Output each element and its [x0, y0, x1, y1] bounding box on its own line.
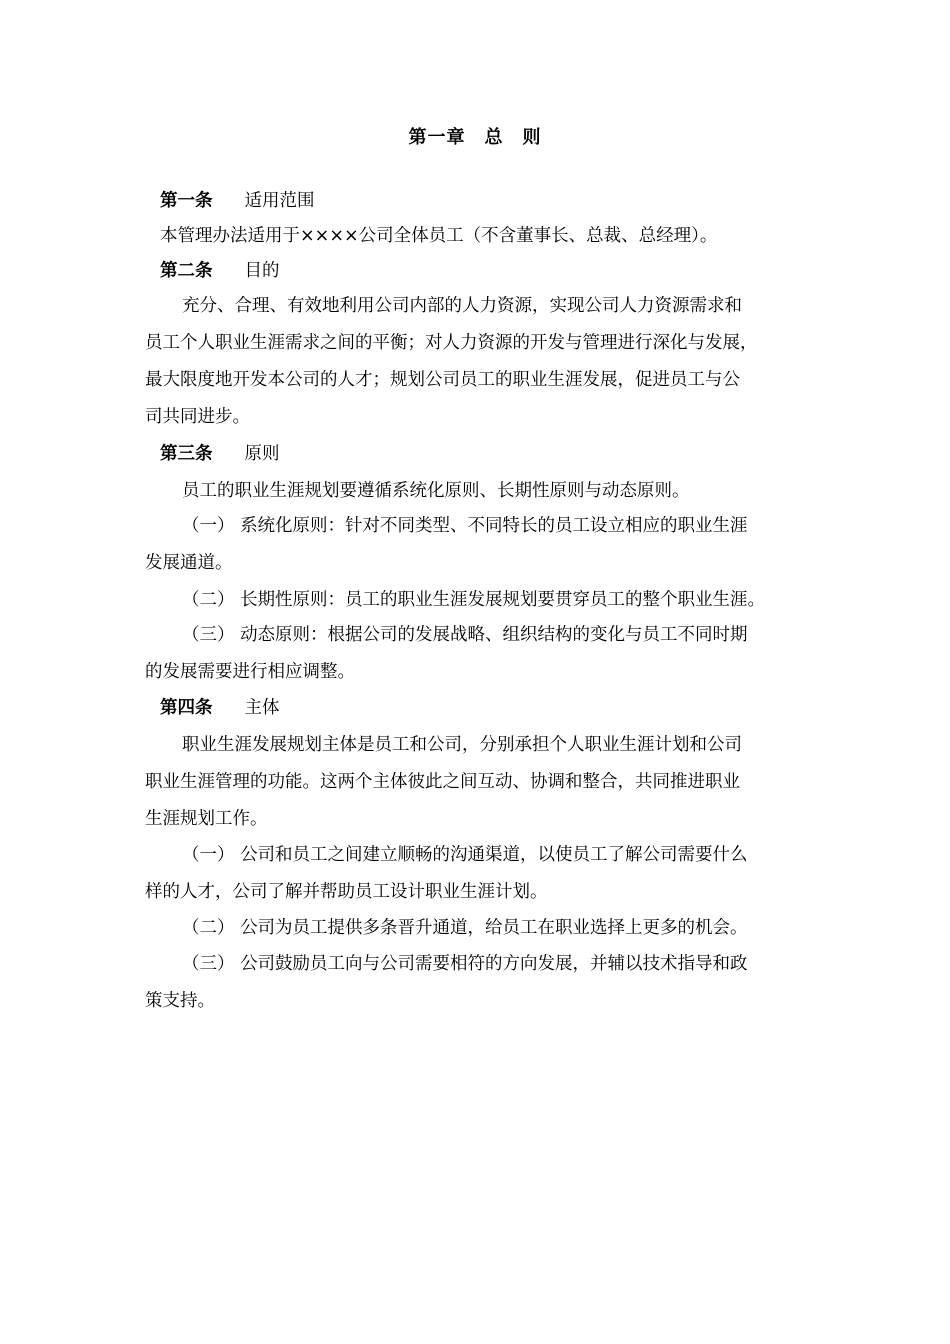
chapter-title: 第一章 总 则 [408, 127, 542, 148]
article-heading [160, 189, 315, 213]
paragraph-line: 职业生涯发展规划主体是员工和公司，分别承担个人职业生涯计划和公司 [182, 735, 742, 755]
article-number: 第一条 [160, 191, 213, 211]
paragraph-line: （二） 长期性原则：员工的职业生涯发展规划要贯穿员工的整个职业生涯。 [182, 590, 766, 610]
paragraph-line: 生涯规划工作。 [145, 809, 268, 829]
article-number: 第三条 [160, 444, 213, 464]
paragraph-line: （三） 公司鼓励员工向与公司需要相符的方向发展，并辅以技术指导和政 [182, 954, 748, 974]
article-number: 第二条 [160, 261, 213, 281]
paragraph-line: （二） 公司为员工提供多条晋升通道，给员工在职业选择上更多的机会。 [182, 918, 748, 938]
paragraph-line: 样的人才，公司了解并帮助员工设计职业生涯计划。 [145, 882, 548, 902]
article-heading [160, 259, 280, 283]
article-name: 主体 [244, 698, 280, 718]
paragraph-line: 职业生涯管理的功能。这两个主体彼此之间互动、协调和整合，共同推进职业 [145, 772, 740, 792]
paragraph-line: 员工个人职业生涯需求之间的平衡；对人力资源的开发与管理进行深化与发展， [145, 333, 758, 353]
article-heading [160, 696, 280, 720]
paragraph-line: 充分、合理、有效地利用公司内部的人力资源，实现公司人力资源需求和 [182, 296, 742, 316]
paragraph-line: 策支持。 [145, 991, 215, 1011]
article-heading [160, 442, 280, 466]
paragraph-line: （一） 公司和员工之间建立顺畅的沟通渠道，以使员工了解公司需要什么 [182, 845, 748, 865]
paragraph-line: （三） 动态原则：根据公司的发展战略、组织结构的变化与员工不同时期 [182, 625, 748, 645]
article-name: 原则 [244, 444, 280, 464]
paragraph-line: 最大限度地开发本公司的人才；规划公司员工的职业生涯发展，促进员工与公 [145, 370, 740, 390]
paragraph-line: 的发展需要进行相应调整。 [145, 662, 355, 682]
paragraph-line: （一） 系统化原则：针对不同类型、不同特长的员工设立相应的职业生涯 [182, 516, 748, 536]
paragraph-line: 发展通道。 [145, 553, 233, 573]
article-number: 第四条 [160, 698, 213, 718]
article-name: 适用范围 [244, 191, 315, 211]
paragraph-line: 本管理办法适用于××××公司全体员工（不含董事长、总裁、总经理）。 [160, 226, 718, 246]
paragraph-line: 员工的职业生涯规划要遵循系统化原则、长期性原则与动态原则。 [182, 481, 690, 501]
paragraph-line: 司共同进步。 [145, 407, 250, 427]
article-name: 目的 [244, 261, 280, 281]
